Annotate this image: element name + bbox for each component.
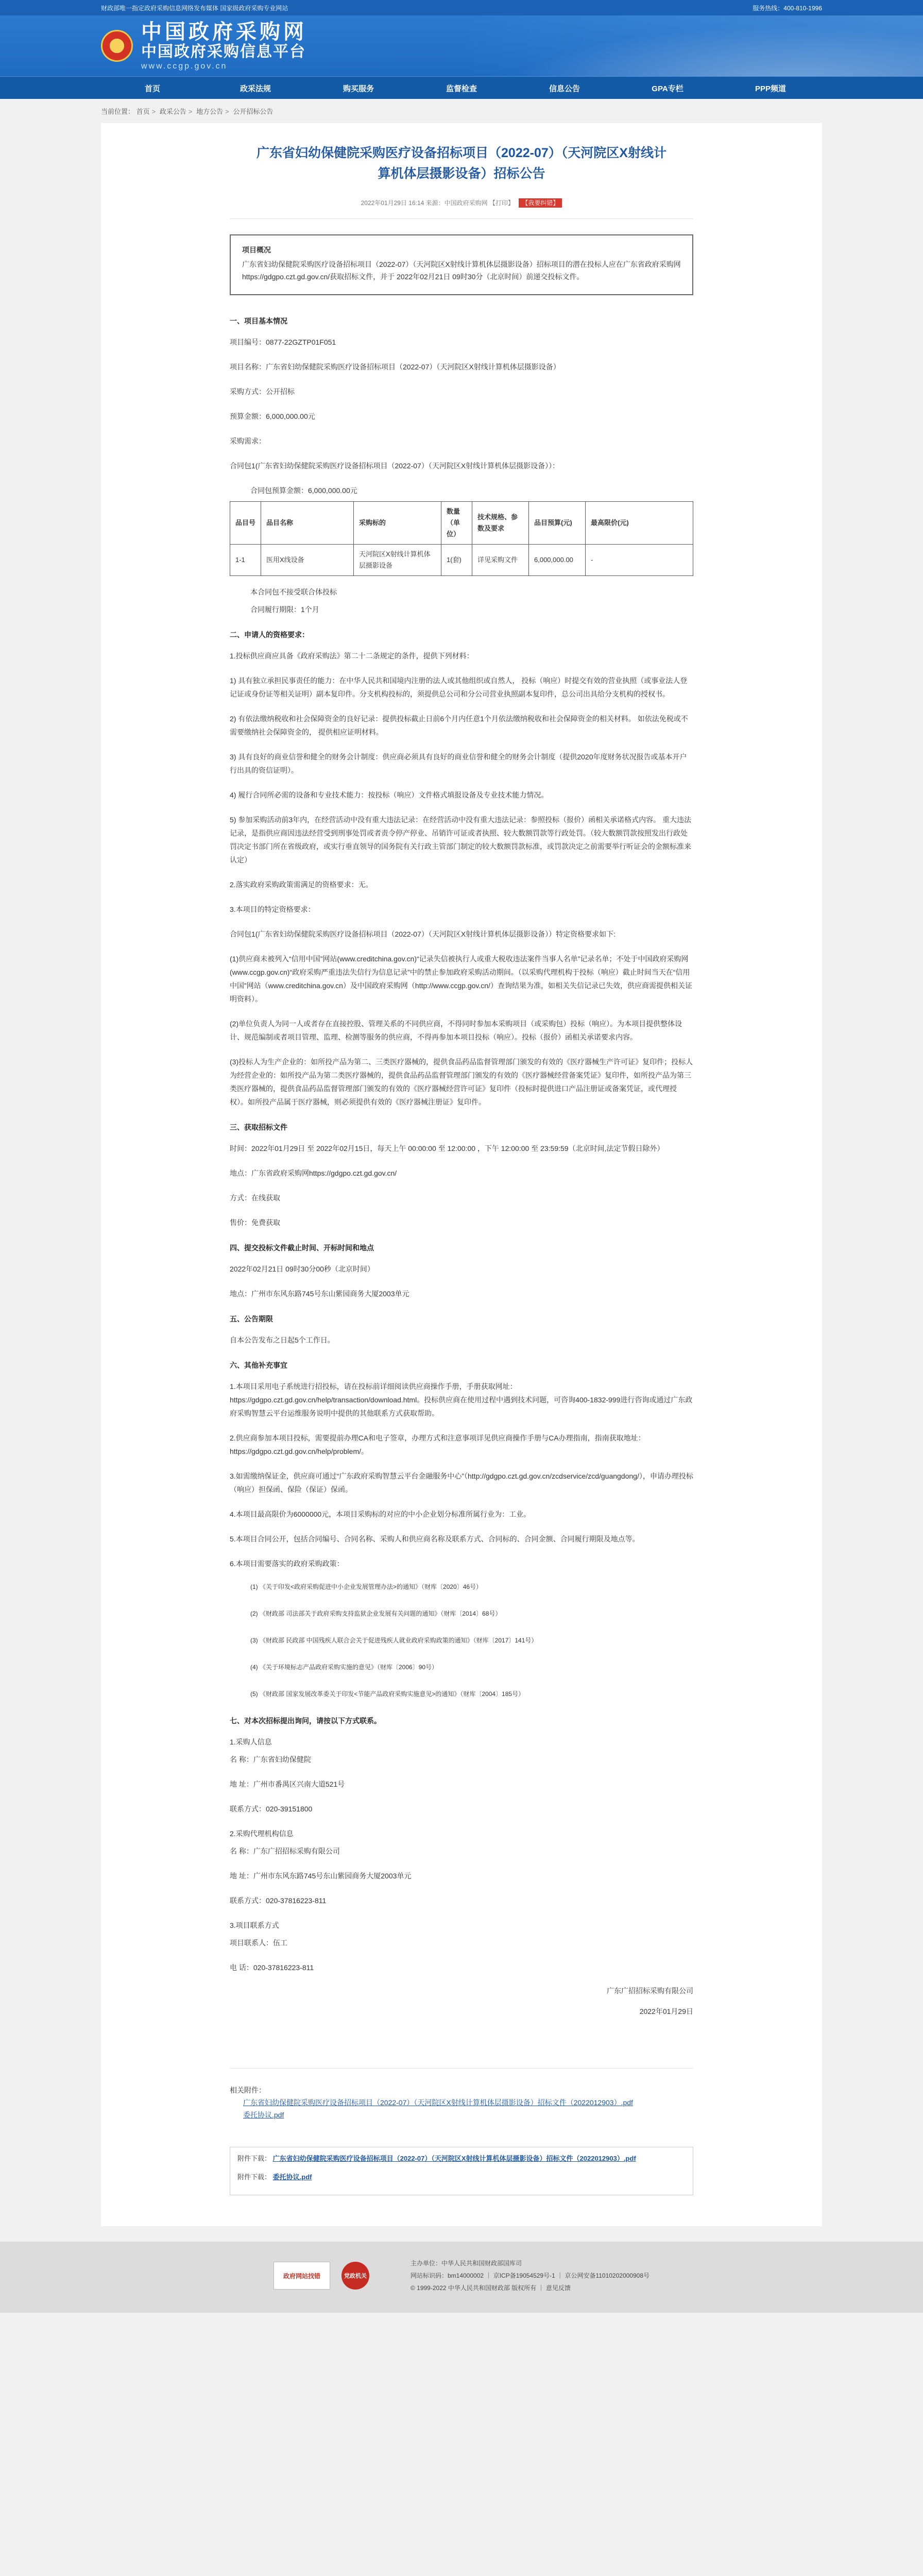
table-cell: 天河院区X射线计算机体层摄影设备 xyxy=(354,545,441,576)
table-header: 最高限价(元) xyxy=(586,502,693,545)
no-consortium-note: 本合同包不接受联合体投标 xyxy=(250,588,337,596)
top-slogan: 财政部唯一指定政府采购信息网络发布媒体 国家级政府采购专业网站 xyxy=(101,4,288,12)
table-header: 品目号 xyxy=(230,502,261,545)
download-link[interactable]: 广东省妇幼保健院采购医疗设备招标项目（2022-07）（天河院区X射线计算机体层摄影设备）招标文件（2022012903）.pdf xyxy=(272,2155,636,2162)
qualification-item: 1) 具有独立承担民事责任的能力：在中华人民共和国境内注册的法人或其他组织或自然人， 投标（响应）时提交有效的营业执照（或事业法人登记证或身份证等相关证明）副本复印件。分支机构投标的，须提供总公司和分公司营业执照副本复印件，总公司出具给分支机构的授权书。 xyxy=(230,676,688,698)
notice-meta-text: 2022年01月29日 16:14 来源：中国政府采购网 【打印】 xyxy=(361,199,515,207)
section-1-heading: 一、项目基本情况 xyxy=(230,317,287,325)
contact-line: 名 称：广东省妇幼保健院 xyxy=(230,1755,311,1764)
footer-copyright: © 1999-2022 中华人民共和国财政部 版权所有 ｜ 意见反馈 xyxy=(410,2284,571,2292)
overview-text: 广东省妇幼保健院采购医疗设备招标项目（2022-07）（天河院区X射线计算机体层摄影设备）招标项目的潜在投标人应在广东省政府采购网https://gdgpo.czt.gd.gov.cn/获取招标文件，并于 2022年02月21日 09时30分（北京时间）前递交投标文件。 xyxy=(242,260,681,281)
nav-gpa[interactable]: GPA专栏 xyxy=(652,84,683,93)
top-strip xyxy=(0,0,923,15)
section-5-heading: 五、公告期限 xyxy=(230,1315,273,1323)
deadline-time: 2022年02月21日 09时30分00秒（北京时间） xyxy=(230,1265,374,1273)
requirements-label: 采购需求： xyxy=(230,437,266,445)
page-title: 广东省妇幼保健院采购医疗设备招标项目（2022-07）（天河院区X射线计算机体层摄影设备）招标公告 xyxy=(257,146,666,181)
table-header: 品目预算(元) xyxy=(529,502,586,545)
qualification-item: (3)投标人为生产企业的：如所投产品为第二、三类医疗器械的，提供食品药品监督管理部门颁发的有效的《医疗器械生产许可证》复印件；投标人为经营企业的：如所投产品为第二类医疗器械的，提供食品药品监督管理部门颁发的有效的《医疗器械经营备案凭证》复印件，如所投产品为第三类医疗器械的，提供食品药品监督管理部门颁发的有效的《医疗器械经营许可证》复印件（投标时提供进口产品注册证或备案凭证，或代理授权）。如所投产品属于医疗器械，则必须提供有效的《医疗器械注册证》复印件。 xyxy=(230,1058,693,1106)
main-nav xyxy=(0,76,923,99)
section-4-heading: 四、提交投标文件截止时间、开标时间和地点 xyxy=(230,1244,374,1252)
footer-icp: 网站标识码：bm14000002 ｜ 京ICP备19054529号-1 ｜ 京公网安备11010202000908号 xyxy=(410,2272,649,2279)
supplement-item: 6.本项目需要落实的政府采购政策： xyxy=(230,1560,344,1568)
attachment-download-box xyxy=(230,2147,693,2195)
table-header: 采购标的 xyxy=(354,502,441,545)
contact-line: 2.采购代理机构信息 xyxy=(230,1829,294,1838)
contact-line: 3.项目联系方式 xyxy=(230,1921,279,1929)
budget-amount: 预算金额：6,000,000.00元 xyxy=(230,412,315,420)
qualification-item: (1)供应商未被列入“信用中国”网站(www.creditchina.gov.cn)“记录失信被执行人或重大税收违法案件当事人名单”记录名单；不处于中国政府采购网(www.ccgp.gov.cn)“政府采购严重违法失信行为信息记录”中的禁止参加政府采购活动期间。（以采购代理机构于投标（响应）截止时间当天在“信用中国”网站（www.creditchina.gov.cn）及中国政府采购网（http://www.ccgp.gov.cn/）查询结果为准，如相关失信记录已失效，供应商需提供相关证明资料）。 xyxy=(230,955,692,1003)
supplement-item: 3.如需缴纳保证金，供应商可通过“广东政府采购智慧云平台金融服务中心”（http://gdgpo.czt.gd.gov.cn/zcdservice/zcd/guangdong/），申请办理投标（响应）担保函、保险（保证）保函。 xyxy=(230,1472,693,1494)
policy-item: (1) 《关于印发<政府采购促进中小企业发展管理办法>的通知》（财库〔2020〕46号） xyxy=(250,1583,483,1590)
project-overview xyxy=(230,234,693,295)
nav-ppp[interactable]: PPP频道 xyxy=(755,84,786,93)
supplement-item: 4.本项目最高限价为6000000元，本项目采购标的对应的中小企业划分标准所属行业为：工业。 xyxy=(230,1510,531,1518)
download-label: 附件下载： xyxy=(237,2173,271,2181)
nav-announcements[interactable]: 信息公告 xyxy=(549,84,580,93)
publish-date: 2022年01月29日 xyxy=(639,2007,693,2015)
section-6-heading: 六、其他补充事宜 xyxy=(230,1361,287,1369)
gov-website-error-icon[interactable]: 政府网站找错 xyxy=(274,2262,330,2290)
nav-regulations[interactable]: 政采法规 xyxy=(240,84,271,93)
supplement-item: 5.本项目合同公开，包括合同编号、合同名称、采购人和供应商名称及联系方式、合同标的、合同金额、合同履行期限及地点等。 xyxy=(230,1535,640,1543)
table-cell: 详见采购文件 xyxy=(472,545,529,576)
qualification-item: 3.本项目的特定资格要求： xyxy=(230,905,315,913)
related-attachments xyxy=(230,2068,693,2121)
signer-name: 广东广招招标采购有限公司 xyxy=(607,1987,693,1995)
section-3-heading: 三、获取招标文件 xyxy=(230,1123,287,1131)
contract-package: 合同包1(广东省妇幼保健院采购医疗设备招标项目（2022-07）（天河院区X射线计算机体层摄影设备））： xyxy=(230,462,560,470)
contact-line: 电 话：020-37816223-811 xyxy=(230,1963,314,1972)
contact-line: 联系方式：020-39151800 xyxy=(230,1805,313,1813)
service-hotline: 服务热线：400-810-1996 xyxy=(753,4,822,12)
qualification-item: (2)单位负责人为同一人或者存在直接控股、管理关系的不同供应商，不得同时参加本采购项目（或采购包）投标（响应）。为本项目提供整体设计、规范编制或者项目管理、监理、检测等服务的供应商，不得再参加本项目投标（响应）。投标（报价）函相关承诺要求内容。 xyxy=(230,1020,682,1041)
download-label: 附件下载： xyxy=(237,2155,271,2162)
qualification-item: 2.落实政府采购政策需满足的资格要求：无。 xyxy=(230,880,373,889)
national-emblem-icon xyxy=(101,30,133,62)
nav-home[interactable]: 首页 xyxy=(144,84,160,93)
breadcrumb-current[interactable]: 公开招标公告 xyxy=(233,108,274,115)
table-header: 品目名称 xyxy=(261,502,354,545)
table-header: 数量（单位） xyxy=(441,502,472,545)
table-header-row xyxy=(230,502,693,545)
site-footer xyxy=(0,2242,923,2313)
attachment-link[interactable]: 广东省妇幼保健院采购医疗设备招标项目（2022-07）（天河院区X射线计算机体层摄影设备）招标文件（2022012903）.pdf xyxy=(243,2098,633,2107)
site-url: www.ccgp.gov.cn xyxy=(141,62,228,71)
site-banner xyxy=(0,15,923,76)
contact-line: 联系方式：020-37816223-811 xyxy=(230,1896,327,1905)
contact-line: 项目联系人：伍工 xyxy=(230,1939,287,1947)
table-cell: 1(套) xyxy=(441,545,472,576)
obtain-price: 售价：免费获取 xyxy=(230,1218,280,1227)
breadcrumb-announcements[interactable]: 政采公告 xyxy=(159,108,186,115)
footer-host: 主办单位：中华人民共和国财政部国库司 xyxy=(410,2260,522,2267)
breadcrumb: 当前位置： 首页 > 政采公告 > 地方公告 > 公开招标公告 xyxy=(101,108,274,115)
contact-line: 名 称：广东广招招标采购有限公司 xyxy=(230,1847,340,1855)
table-cell: 1-1 xyxy=(230,545,261,576)
policy-item: (3) 《财政部 民政部 中国残疾人联合会关于促进残疾人就业政府采购政策的通知》（财库〔2017〕141号） xyxy=(250,1637,538,1644)
nav-supervision[interactable]: 监督检查 xyxy=(446,84,477,93)
qualification-item: 5) 参加采购活动前3年内，在经营活动中没有重大违法记录：在经营活动中没有重大违法记录：参照投标（报价）函相关承诺格式内容。 重大违法记录，是指供应商因违法经营受到刑事处罚或者责令停产停业、吊销许可证或者执照、较大数额罚款等行政处罚。（较大数额罚款按照发出行政处罚决定书部门所在省级政府，或实行垂直领导的国务院有关行政主管部门制定的较大数额罚款标准，或罚款决定之前需要举行听证会的金额标准来认定） xyxy=(230,816,692,864)
table-row xyxy=(230,545,693,576)
attachments-label: 相关附件： xyxy=(230,2086,266,2094)
qualification-item: 合同包1(广东省妇幼保健院采购医疗设备招标项目（2022-07）（天河院区X射线计算机体层摄影设备））特定资格要求如下: xyxy=(230,930,616,938)
download-link[interactable]: 委托协议.pdf xyxy=(272,2173,312,2181)
table-header: 技术规格、参数及要求 xyxy=(472,502,529,545)
table-cell: - xyxy=(586,545,693,576)
project-number: 项目编号：0877-22GZTP01F051 xyxy=(230,338,336,346)
qualification-item: 1.投标供应商应具备《政府采购法》第二十二条规定的条件，提供下列材料： xyxy=(230,652,474,660)
site-name: 中国政府采购网 xyxy=(141,21,307,43)
breadcrumb-home[interactable]: 首页 xyxy=(136,108,150,115)
policy-item: (4) 《关于环境标志产品政府采购实施的意见》（财库〔2006〕90号） xyxy=(250,1664,438,1671)
policy-item: (5) 《财政部 国家发展改革委关于印发<节能产品政府采购实施意见>的通知》（财库〔2004〕185号） xyxy=(250,1690,525,1698)
site-subtitle: 中国政府采购信息平台 xyxy=(141,43,306,60)
breadcrumb-prefix: 当前位置： xyxy=(101,108,135,115)
deadline-place: 地点：广州市东风东路745号东山紫园商务大厦2003单元 xyxy=(230,1290,409,1298)
attachment-link[interactable]: 委托协议.pdf xyxy=(243,2111,284,2119)
policy-list xyxy=(230,1582,693,1699)
obtain-method: 方式：在线获取 xyxy=(230,1194,280,1202)
contact-line: 地 址：广州市东风东路745号东山紫园商务大厦2003单元 xyxy=(230,1872,412,1880)
obtain-place: 地点：广东省政府采购网https://gdgpo.czt.gd.gov.cn/ xyxy=(230,1169,397,1177)
nav-services[interactable]: 购买服务 xyxy=(343,84,374,93)
qualification-item: 4) 履行合同所必需的设备和专业技术能力：按投标（响应）文件格式填报设备及专业技术能力情况。 xyxy=(230,791,549,799)
supplement-item: 1.本项目采用电子系统进行招投标，请在投标前详细阅读供应商操作手册，手册获取网址：https://gdgpo.czt.gd.gov.cn/help/transaction/download.html。投标供应商在使用过程中遇到技术问题，可咨询400-1832-999进行咨询或通过广东政府采购智慧云平台运维服务说明中提供的其他联系方式获取帮助。 xyxy=(230,1382,693,1417)
notice-period: 自本公告发布之日起5个工作日。 xyxy=(230,1336,335,1344)
contract-period: 合同履行期限：1个月 xyxy=(250,605,319,614)
obtain-time: 时间：2022年01月29日 至 2022年02月15日，每天上午 00:00:00 至 12:00:00 ，下午 12:00:00 至 23:59:59（北京时间,法定节假日除外） xyxy=(230,1144,664,1153)
contact-line: 地 址：广州市番禺区兴南大道521号 xyxy=(230,1780,345,1788)
contact-line: 1.采购人信息 xyxy=(230,1738,272,1746)
notice-card xyxy=(101,123,822,2226)
site-logo[interactable] xyxy=(141,21,307,71)
report-error-button[interactable]: 【我要纠错】 xyxy=(519,198,562,208)
qualification-item: 2) 有依法缴纳税收和社会保障资金的良好记录：提供投标截止日前6个月内任意1个月依法缴纳税收和社会保障资金的相关材料。 如依法免税或不需要缴纳社会保障资金的， 提供相应证明材料。 xyxy=(230,715,688,736)
table-cell: 医用X线设备 xyxy=(261,545,354,576)
overview-title: 项目概况 xyxy=(242,246,271,254)
table-cell: 6,000,000.00 xyxy=(529,545,586,576)
notice-meta xyxy=(230,198,693,219)
policy-item: (2) 《财政部 司法部关于政府采购支持监狱企业发展有关问题的通知》（财库〔2014〕68号） xyxy=(250,1610,502,1617)
supplement-item: 2.供应商参加本项目投标，需要提前办理CA和电子签章，办理方式和注意事项详见供应商操作手册与CA办理指南，指南获取地址：https://gdgpo.czt.gd.gov.cn/help/problem/。 xyxy=(230,1434,645,1455)
qualification-item: 3) 具有良好的商业信誉和健全的财务会计制度：供应商必须具有良好的商业信誉和健全的财务会计制度（提供2020年度财务状况报告或基本开户行出具的资信证明）。 xyxy=(230,753,687,774)
contract-budget: 合同包预算金额：6,000,000.00元 xyxy=(250,486,357,495)
procurement-method: 采购方式：公开招标 xyxy=(230,387,295,396)
breadcrumb-local[interactable]: 地方公告 xyxy=(196,108,224,115)
section-2-heading: 二、申请人的资格要求： xyxy=(230,631,309,639)
items-table xyxy=(230,501,693,576)
section-7-heading: 七、对本次招标提出询问，请按以下方式联系。 xyxy=(230,1717,381,1725)
party-gov-icon[interactable]: 党政机关 xyxy=(341,2262,369,2290)
project-name: 项目名称：广东省妇幼保健院采购医疗设备招标项目（2022-07）（天河院区X射线计算机体层摄影设备） xyxy=(230,363,560,371)
